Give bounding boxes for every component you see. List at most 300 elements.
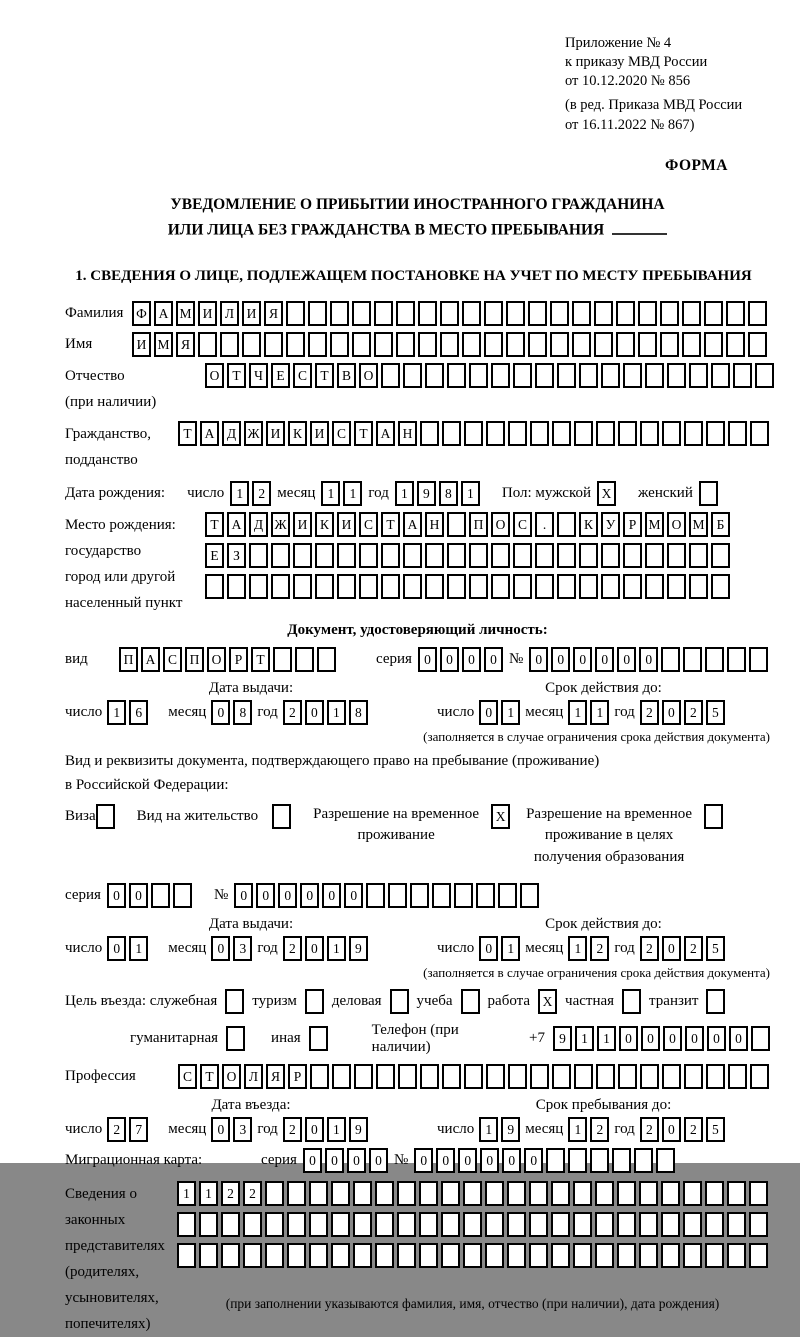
char-cell[interactable]	[579, 543, 598, 568]
rvp-checkbox[interactable]	[491, 804, 510, 829]
char-cell[interactable]	[645, 543, 664, 568]
char-cell[interactable]: 9	[501, 1117, 520, 1142]
char-cell[interactable]	[177, 1212, 196, 1237]
char-cell[interactable]: 1	[575, 1026, 594, 1051]
char-cell[interactable]	[381, 574, 400, 599]
char-cell[interactable]	[617, 1212, 636, 1237]
char-cell[interactable]: 2	[243, 1181, 262, 1206]
char-cell[interactable]	[552, 1064, 571, 1089]
char-cell[interactable]: О	[207, 647, 226, 672]
char-cell[interactable]	[403, 363, 422, 388]
char-cell[interactable]: Т	[200, 1064, 219, 1089]
vnzh-checkbox[interactable]	[272, 804, 291, 829]
char-cell[interactable]: 5	[706, 936, 725, 961]
char-cell[interactable]	[704, 332, 723, 357]
char-cell[interactable]: 5	[706, 700, 725, 725]
char-cell[interactable]	[639, 1181, 658, 1206]
char-cell[interactable]: 2	[684, 700, 703, 725]
char-cell[interactable]	[308, 301, 327, 326]
char-cell[interactable]	[579, 574, 598, 599]
char-cell[interactable]	[557, 543, 576, 568]
char-cell[interactable]	[645, 574, 664, 599]
char-cell[interactable]	[573, 1243, 592, 1268]
char-cell[interactable]	[486, 421, 505, 446]
char-cell[interactable]	[388, 883, 407, 908]
char-cell[interactable]	[535, 543, 554, 568]
char-cell[interactable]	[498, 883, 517, 908]
char-cell[interactable]	[226, 1026, 245, 1051]
char-cell[interactable]: 9	[349, 936, 368, 961]
char-cell[interactable]	[667, 543, 686, 568]
char-cell[interactable]: 1	[199, 1181, 218, 1206]
char-cell[interactable]	[529, 1243, 548, 1268]
char-cell[interactable]	[661, 647, 680, 672]
char-cell[interactable]	[418, 301, 437, 326]
char-cell[interactable]: М	[176, 301, 195, 326]
char-cell[interactable]: 1	[501, 700, 520, 725]
identity-issue-month[interactable]	[211, 700, 252, 725]
identity-expiry-year[interactable]	[640, 700, 725, 725]
char-cell[interactable]: А	[403, 512, 422, 537]
char-cell[interactable]	[728, 421, 747, 446]
char-cell[interactable]: И	[198, 301, 217, 326]
char-cell[interactable]: 1	[590, 700, 609, 725]
char-cell[interactable]: 2	[107, 1117, 126, 1142]
char-cell[interactable]: 0	[639, 647, 658, 672]
char-cell[interactable]: 2	[283, 1117, 302, 1142]
char-cell[interactable]	[594, 332, 613, 357]
char-cell[interactable]: Р	[288, 1064, 307, 1089]
char-cell[interactable]	[491, 363, 510, 388]
char-cell[interactable]: X	[597, 481, 616, 506]
char-cell[interactable]	[706, 421, 725, 446]
char-cell[interactable]	[667, 363, 686, 388]
char-cell[interactable]	[419, 1243, 438, 1268]
char-cell[interactable]: 0	[211, 700, 230, 725]
entry-day[interactable]	[107, 1117, 148, 1142]
char-cell[interactable]: 0	[107, 883, 126, 908]
char-cell[interactable]	[683, 1212, 702, 1237]
char-cell[interactable]: М	[154, 332, 173, 357]
char-cell[interactable]: 0	[617, 647, 636, 672]
char-cell[interactable]: Р	[229, 647, 248, 672]
char-cell[interactable]	[286, 301, 305, 326]
char-cell[interactable]: 0	[211, 936, 230, 961]
char-cell[interactable]	[557, 363, 576, 388]
char-cell[interactable]: О	[667, 512, 686, 537]
char-cell[interactable]	[381, 543, 400, 568]
char-cell[interactable]	[420, 421, 439, 446]
char-cell[interactable]	[463, 1243, 482, 1268]
char-cell[interactable]: 1	[501, 936, 520, 961]
char-cell[interactable]: 0	[129, 883, 148, 908]
char-cell[interactable]	[595, 1212, 614, 1237]
char-cell[interactable]: Т	[227, 363, 246, 388]
residence-expiry-day[interactable]	[479, 936, 520, 961]
char-cell[interactable]	[750, 421, 769, 446]
char-cell[interactable]: 1	[327, 936, 346, 961]
char-cell[interactable]	[727, 1212, 746, 1237]
char-cell[interactable]: И	[310, 421, 329, 446]
char-cell[interactable]	[617, 1181, 636, 1206]
char-cell[interactable]: 0	[322, 883, 341, 908]
char-cell[interactable]	[464, 1064, 483, 1089]
char-cell[interactable]	[410, 883, 429, 908]
char-cell[interactable]	[199, 1212, 218, 1237]
char-cell[interactable]: С	[163, 647, 182, 672]
char-cell[interactable]	[749, 647, 768, 672]
char-cell[interactable]: Я	[176, 332, 195, 357]
char-cell[interactable]	[366, 883, 385, 908]
char-cell[interactable]	[447, 363, 466, 388]
char-cell[interactable]: Т	[205, 512, 224, 537]
char-cell[interactable]	[727, 1243, 746, 1268]
char-cell[interactable]: Я	[264, 301, 283, 326]
entry-month[interactable]	[211, 1117, 252, 1142]
char-cell[interactable]: У	[601, 512, 620, 537]
purpose-ucheba-checkbox[interactable]	[461, 989, 480, 1014]
char-cell[interactable]	[310, 1064, 329, 1089]
char-cell[interactable]	[221, 1243, 240, 1268]
char-cell[interactable]: Ф	[132, 301, 151, 326]
char-cell[interactable]: П	[469, 512, 488, 537]
char-cell[interactable]	[330, 301, 349, 326]
char-cell[interactable]	[689, 363, 708, 388]
char-cell[interactable]	[273, 647, 292, 672]
char-cell[interactable]	[418, 332, 437, 357]
char-cell[interactable]	[272, 804, 291, 829]
birth-year-cells[interactable]	[395, 481, 480, 506]
char-cell[interactable]	[398, 1064, 417, 1089]
char-cell[interactable]	[225, 989, 244, 1014]
char-cell[interactable]	[595, 1181, 614, 1206]
char-cell[interactable]: И	[132, 332, 151, 357]
char-cell[interactable]	[315, 574, 334, 599]
char-cell[interactable]	[661, 1212, 680, 1237]
residence-issue-month[interactable]	[211, 936, 252, 961]
char-cell[interactable]: С	[359, 512, 378, 537]
char-cell[interactable]	[353, 1212, 372, 1237]
char-cell[interactable]	[461, 989, 480, 1014]
char-cell[interactable]	[529, 1212, 548, 1237]
char-cell[interactable]	[748, 332, 767, 357]
char-cell[interactable]: 2	[684, 1117, 703, 1142]
char-cell[interactable]	[572, 332, 591, 357]
char-cell[interactable]	[751, 1026, 770, 1051]
char-cell[interactable]	[507, 1212, 526, 1237]
char-cell[interactable]	[425, 363, 444, 388]
char-cell[interactable]	[249, 543, 268, 568]
stay-day[interactable]	[479, 1117, 520, 1142]
char-cell[interactable]	[682, 301, 701, 326]
char-cell[interactable]: 0	[436, 1148, 455, 1173]
char-cell[interactable]: О	[205, 363, 224, 388]
char-cell[interactable]: 2	[640, 1117, 659, 1142]
char-cell[interactable]	[535, 363, 554, 388]
migration-seriya-cells[interactable]	[303, 1148, 388, 1173]
char-cell[interactable]: 0	[347, 1148, 366, 1173]
char-cell[interactable]	[645, 363, 664, 388]
char-cell[interactable]	[286, 332, 305, 357]
char-cell[interactable]	[271, 543, 290, 568]
identity-number-cells[interactable]	[529, 647, 768, 672]
char-cell[interactable]	[660, 301, 679, 326]
char-cell[interactable]: X	[538, 989, 557, 1014]
char-cell[interactable]: 0	[107, 936, 126, 961]
char-cell[interactable]: 0	[462, 647, 481, 672]
visa-checkbox[interactable]	[96, 804, 115, 829]
char-cell[interactable]	[464, 421, 483, 446]
char-cell[interactable]	[447, 574, 466, 599]
char-cell[interactable]	[354, 1064, 373, 1089]
char-cell[interactable]: И	[293, 512, 312, 537]
char-cell[interactable]: 1	[177, 1181, 196, 1206]
char-cell[interactable]	[432, 883, 451, 908]
char-cell[interactable]	[425, 574, 444, 599]
char-cell[interactable]: Б	[711, 512, 730, 537]
char-cell[interactable]	[749, 1212, 768, 1237]
char-cell[interactable]: 2	[283, 936, 302, 961]
char-cell[interactable]	[699, 481, 718, 506]
char-cell[interactable]	[463, 1212, 482, 1237]
char-cell[interactable]	[293, 543, 312, 568]
char-cell[interactable]: М	[689, 512, 708, 537]
char-cell[interactable]	[242, 332, 261, 357]
char-cell[interactable]: 0	[551, 647, 570, 672]
char-cell[interactable]	[462, 301, 481, 326]
char-cell[interactable]: 0	[480, 1148, 499, 1173]
char-cell[interactable]: 3	[233, 936, 252, 961]
identity-vid-cells[interactable]	[119, 647, 336, 672]
char-cell[interactable]	[596, 421, 615, 446]
char-cell[interactable]	[454, 883, 473, 908]
char-cell[interactable]	[295, 647, 314, 672]
char-cell[interactable]: Н	[425, 512, 444, 537]
char-cell[interactable]: Н	[398, 421, 417, 446]
char-cell[interactable]	[733, 363, 752, 388]
entry-year[interactable]	[283, 1117, 368, 1142]
residence-expiry-year[interactable]	[640, 936, 725, 961]
char-cell[interactable]: 6	[129, 700, 148, 725]
char-cell[interactable]	[530, 421, 549, 446]
char-cell[interactable]: 0	[524, 1148, 543, 1173]
purpose-inaya-checkbox[interactable]	[309, 1026, 328, 1051]
char-cell[interactable]	[309, 1026, 328, 1051]
char-cell[interactable]	[486, 1064, 505, 1089]
representatives-row3-cells[interactable]	[177, 1243, 768, 1268]
char-cell[interactable]	[640, 421, 659, 446]
char-cell[interactable]: 3	[233, 1117, 252, 1142]
char-cell[interactable]	[462, 332, 481, 357]
birth-day-cells[interactable]	[230, 481, 271, 506]
char-cell[interactable]	[616, 301, 635, 326]
char-cell[interactable]: 5	[706, 1117, 725, 1142]
char-cell[interactable]	[546, 1148, 565, 1173]
char-cell[interactable]: В	[337, 363, 356, 388]
char-cell[interactable]	[574, 1064, 593, 1089]
residence-expiry-month[interactable]	[568, 936, 609, 961]
char-cell[interactable]: 2	[590, 1117, 609, 1142]
char-cell[interactable]	[573, 1212, 592, 1237]
char-cell[interactable]: Д	[249, 512, 268, 537]
char-cell[interactable]	[151, 883, 170, 908]
char-cell[interactable]: П	[185, 647, 204, 672]
char-cell[interactable]	[331, 1181, 350, 1206]
char-cell[interactable]	[287, 1212, 306, 1237]
birthplace-row1-cells[interactable]	[205, 512, 730, 537]
char-cell[interactable]: 1	[327, 700, 346, 725]
char-cell[interactable]	[513, 363, 532, 388]
char-cell[interactable]: Л	[220, 301, 239, 326]
char-cell[interactable]	[375, 1181, 394, 1206]
char-cell[interactable]: 1	[395, 481, 414, 506]
char-cell[interactable]	[661, 1243, 680, 1268]
char-cell[interactable]: 0	[529, 647, 548, 672]
char-cell[interactable]	[660, 332, 679, 357]
char-cell[interactable]	[332, 1064, 351, 1089]
char-cell[interactable]: 0	[256, 883, 275, 908]
char-cell[interactable]	[528, 332, 547, 357]
purpose-delovaya-checkbox[interactable]	[390, 989, 409, 1014]
char-cell[interactable]	[397, 1181, 416, 1206]
char-cell[interactable]	[485, 1243, 504, 1268]
identity-issue-year[interactable]	[283, 700, 368, 725]
char-cell[interactable]	[506, 301, 525, 326]
char-cell[interactable]	[491, 574, 510, 599]
char-cell[interactable]: 0	[641, 1026, 660, 1051]
char-cell[interactable]	[662, 1064, 681, 1089]
char-cell[interactable]	[727, 1181, 746, 1206]
char-cell[interactable]	[359, 543, 378, 568]
purpose-chastnaya-checkbox[interactable]	[622, 989, 641, 1014]
char-cell[interactable]	[337, 543, 356, 568]
char-cell[interactable]	[618, 1064, 637, 1089]
char-cell[interactable]	[243, 1243, 262, 1268]
char-cell[interactable]	[353, 1181, 372, 1206]
char-cell[interactable]	[249, 574, 268, 599]
char-cell[interactable]	[705, 1181, 724, 1206]
char-cell[interactable]	[491, 543, 510, 568]
char-cell[interactable]	[748, 301, 767, 326]
char-cell[interactable]	[528, 301, 547, 326]
char-cell[interactable]: 0	[573, 647, 592, 672]
char-cell[interactable]	[507, 1243, 526, 1268]
char-cell[interactable]	[442, 421, 461, 446]
char-cell[interactable]	[397, 1212, 416, 1237]
char-cell[interactable]: А	[227, 512, 246, 537]
rvpo-checkbox[interactable]	[704, 804, 723, 829]
char-cell[interactable]: 0	[595, 647, 614, 672]
char-cell[interactable]: 0	[663, 1026, 682, 1051]
char-cell[interactable]	[374, 301, 393, 326]
purpose-tranzit-checkbox[interactable]	[706, 989, 725, 1014]
char-cell[interactable]	[352, 332, 371, 357]
char-cell[interactable]	[331, 1243, 350, 1268]
residence-issue-year[interactable]	[283, 936, 368, 961]
char-cell[interactable]	[447, 512, 466, 537]
char-cell[interactable]: 1	[107, 700, 126, 725]
char-cell[interactable]	[530, 1064, 549, 1089]
char-cell[interactable]	[667, 574, 686, 599]
char-cell[interactable]	[309, 1243, 328, 1268]
phone-cells[interactable]	[553, 1026, 770, 1051]
char-cell[interactable]	[595, 1243, 614, 1268]
char-cell[interactable]	[552, 421, 571, 446]
char-cell[interactable]: 0	[344, 883, 363, 908]
char-cell[interactable]: 0	[440, 647, 459, 672]
birthplace-row3-cells[interactable]	[205, 574, 730, 599]
char-cell[interactable]	[381, 363, 400, 388]
char-cell[interactable]	[403, 574, 422, 599]
char-cell[interactable]	[305, 989, 324, 1014]
char-cell[interactable]	[623, 543, 642, 568]
char-cell[interactable]	[265, 1181, 284, 1206]
char-cell[interactable]: 0	[325, 1148, 344, 1173]
char-cell[interactable]: .	[535, 512, 554, 537]
char-cell[interactable]: О	[491, 512, 510, 537]
char-cell[interactable]	[177, 1243, 196, 1268]
char-cell[interactable]	[243, 1212, 262, 1237]
char-cell[interactable]: 0	[707, 1026, 726, 1051]
char-cell[interactable]	[705, 1212, 724, 1237]
char-cell[interactable]	[513, 543, 532, 568]
char-cell[interactable]	[220, 332, 239, 357]
purpose-sluzhebnaya-checkbox[interactable]	[225, 989, 244, 1014]
char-cell[interactable]	[683, 647, 702, 672]
char-cell[interactable]	[662, 421, 681, 446]
purpose-gumanitarnaya-checkbox[interactable]	[226, 1026, 245, 1051]
char-cell[interactable]	[618, 421, 637, 446]
char-cell[interactable]	[579, 363, 598, 388]
char-cell[interactable]	[711, 574, 730, 599]
char-cell[interactable]: С	[178, 1064, 197, 1089]
char-cell[interactable]: 8	[439, 481, 458, 506]
char-cell[interactable]	[590, 1148, 609, 1173]
char-cell[interactable]: И	[337, 512, 356, 537]
char-cell[interactable]	[550, 301, 569, 326]
char-cell[interactable]: Л	[244, 1064, 263, 1089]
char-cell[interactable]: 0	[414, 1148, 433, 1173]
char-cell[interactable]: 0	[662, 936, 681, 961]
birth-month-cells[interactable]	[321, 481, 362, 506]
char-cell[interactable]	[508, 1064, 527, 1089]
char-cell[interactable]	[727, 647, 746, 672]
char-cell[interactable]	[227, 574, 246, 599]
sex-female-checkbox[interactable]	[699, 481, 718, 506]
char-cell[interactable]	[469, 363, 488, 388]
residence-number-cells[interactable]	[234, 883, 539, 908]
char-cell[interactable]: 0	[662, 700, 681, 725]
char-cell[interactable]: 0	[303, 1148, 322, 1173]
stay-year[interactable]	[640, 1117, 725, 1142]
char-cell[interactable]	[447, 543, 466, 568]
char-cell[interactable]	[705, 647, 724, 672]
char-cell[interactable]	[535, 574, 554, 599]
char-cell[interactable]: 2	[640, 936, 659, 961]
sex-male-checkbox[interactable]	[597, 481, 616, 506]
char-cell[interactable]	[476, 883, 495, 908]
char-cell[interactable]	[221, 1212, 240, 1237]
char-cell[interactable]	[403, 543, 422, 568]
char-cell[interactable]: 1	[327, 1117, 346, 1142]
char-cell[interactable]: 0	[211, 1117, 230, 1142]
char-cell[interactable]: 0	[479, 936, 498, 961]
char-cell[interactable]	[689, 543, 708, 568]
char-cell[interactable]: Ж	[244, 421, 263, 446]
char-cell[interactable]	[173, 883, 192, 908]
char-cell[interactable]	[293, 574, 312, 599]
char-cell[interactable]: 1	[343, 481, 362, 506]
